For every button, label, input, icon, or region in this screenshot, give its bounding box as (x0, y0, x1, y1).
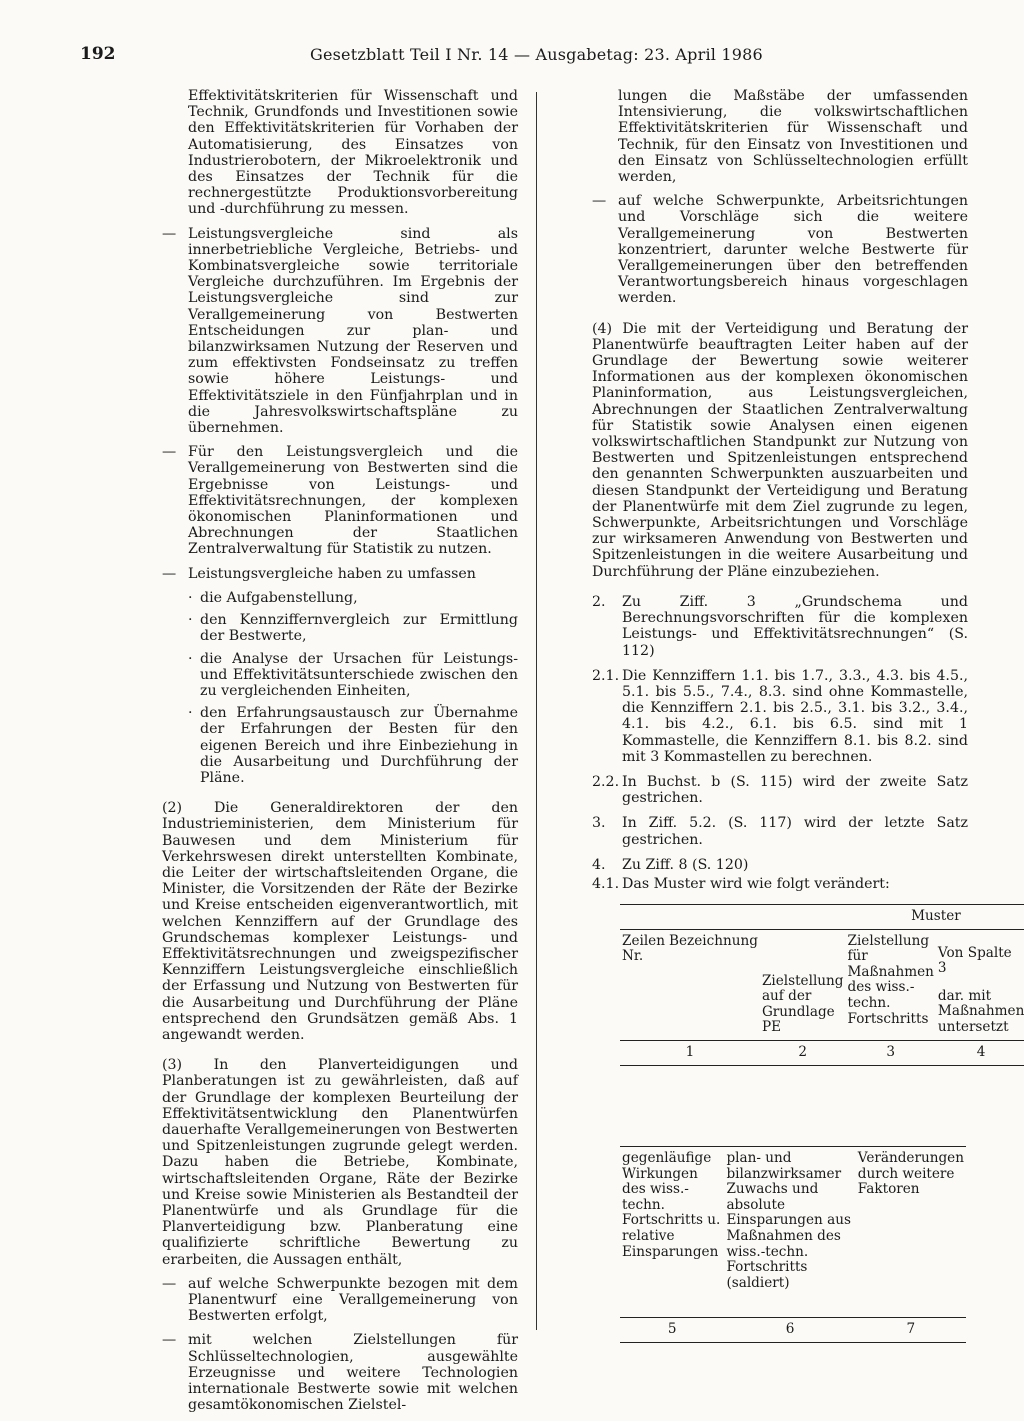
table-colnum-7: 7 (856, 1318, 966, 1343)
item-number: 2.1. (592, 667, 620, 684)
paragraph-2: (2) Die Generaldirektoren der den Industrieministerien, dem Ministerium für Bauwesen und dem Ministerium für Verkehrswesen direkt unterstellten Kombinate, die Leiter der wirtschaftsleitenden Organe, die Minister, die Vorsitzenden der Räte der Bezirke und Kreise entscheiden eigenverantwortlich, mit welchen Kennziffern auf der Grundlage des Grundschemas komplexer Leistungs- und Effektivitätsrechnungen und zweigspezifischer Kennziffern Leistungsvergleiche einschließlich der Erfassung und Nutzung von Bestwerten für die Ausarbeitung und Durchführung der Pläne entsprechend den Grundsätzen gemäß Abs. 1 angewandt werden. (162, 800, 518, 1043)
page-number: 192 (80, 44, 116, 64)
table-cell-planwirksam: plan- und bilanzwirksamer Zuwachs und absolute Einsparungen aus Maßnahmen des wiss.-techn. Fortschritts (saldiert) (724, 1147, 855, 1296)
muster-table-upper (620, 904, 1024, 1066)
table-header-massnahmen: Zielstellung für Maßnahmen des wiss.-techn. Fortschritts (846, 929, 936, 1040)
numbered-item (592, 857, 968, 873)
dash-item-leistungsvergleiche: — Leistungsvergleiche sind als innerbetriebliche Vergleiche, Betriebs- und Kombinatsvergleiche sowie territoriale Vergleiche durchzuführen. Im Ergebnis der Leistungsvergleiche sind zur Verallgemeinerung von Bestwerten Entscheidungen zur plan- und bilanzwirksamen Nutzung der Reserven und zum effektivsten Fondseinsatz zu treffen sowie höhere Leistungs- und Effektivitätsziele in den Fünfjahrplan und in die Jahresvolkswirtschaftspläne zu übernehmen. (162, 226, 518, 437)
paragraph-4: (4) Die mit der Verteidigung und Beratung der Planentwürfe beauftragten Leiter haben auf der Grundlage der Bewertung sowie weiterer Informationen aus der komplexen ökonomischen Planinformation, aus Leistungsvergleichen, Abrechnungen der Staatlichen Zentralverwaltung für Statistik sowie Analysen einen eigenen volkswirtschaftlichen Standpunkt zur Nutzung von Bestwerten und Spitzenleistungen entsprechend den genannten Schwerpunkten auszuarbeiten und diesen Standpunkt der Verteidigung und Beratung der Planentwürfe mit dem Ziel zugrunde zu legen, Schwerpunkte, Arbeitsrichtungen und Vorschläge zur wirksameren Anwendung von Bestwerten und Spitzenleistungen in die weitere Ausarbeitung und Durchführung der Pläne einzubeziehen. (592, 320, 968, 580)
table-header-zeilen: Zeilen Nr. (620, 929, 667, 1040)
column-divider (536, 92, 537, 1330)
right-column (592, 88, 968, 901)
muster-table-lower (620, 1146, 966, 1343)
numbered-item (592, 774, 968, 806)
numbered-item (592, 668, 968, 765)
continued-paragraph: lungen die Maßstäbe der umfassenden Intensivierung, die volkswirtschaftlichen Effektivitätskriterien für Wissenschaft und Technik, für den Einsatz von Investitionen und den Einsatz von Schlüsseltechnologien erfüllt werden, (618, 88, 968, 186)
dash-item-schwerpunkte: — auf welche Schwerpunkte bezogen mit dem Planentwurf eine Verallgemeinerung von Bestwerten erfolgt, (162, 1276, 518, 1325)
item-number: 4. (592, 856, 606, 873)
dot-item: · den Erfahrungsaustausch zur Übernahme der Erfahrungen der Besten für den eigenen Bereich und ihre Einbeziehung in die Ausarbeitung und Durchführung der Pläne. (162, 705, 518, 786)
table-cell-veraenderungen: Veränderungen durch weitere Faktoren (856, 1147, 966, 1296)
table-header-grundlage-pe: Zielstellung auf der Grundlage PE (760, 929, 846, 1040)
dot-item: · den Kennziffernvergleich zur Ermittlung der Bestwerte, (162, 612, 518, 644)
paragraph-3: (3) In den Planverteidigungen und Planberatungen ist zu gewährleisten, daß auf der Grundlage der komplexen Beurteilung der Effektivitätsentwicklung den Planentwürfen dauerhafte Verallgemeinerungen von Bestwerten und Spitzenleistungen zugrunde gelegt werden. Dazu haben die Betriebe, Kombinate, wirtschaftsleitenden Organe, Räte der Bezirke und Kreise sowie Ministerien als Bestandteil der Planentwürfe und als Grundlage für die Planverteidigung bzw. Planberatung eine qualifizierte schriftliche Bewertung zu erarbeiten, die Aussagen enthält, (162, 1057, 518, 1268)
item-text: In Ziff. 5.2. (S. 117) wird der letzte Satz gestrichen. (622, 815, 968, 848)
item-text: Zu Ziff. 8 (S. 120) (622, 856, 749, 873)
table-header-von-spalte (936, 929, 1024, 1040)
item-text: Zu Ziff. 3 „Grundschema und Berechnungsvorschriften für die komplexen Leistungs- und Effektivitätsrechnungen“ (S. 112) (622, 593, 968, 659)
table-colnum-3: 3 (846, 1040, 936, 1065)
numbered-item (592, 594, 968, 659)
numbered-item (592, 876, 968, 892)
dot-item: · die Aufgabenstellung, (162, 590, 518, 606)
left-column (162, 88, 518, 1421)
table-colnum-4: 4 (936, 1040, 1024, 1065)
table-cell-gegenlaeufige: gegenläufige Wirkungen des wiss.-techn. Fortschritts u. relative Einsparungen (620, 1147, 724, 1296)
table-colnum-5: 5 (620, 1318, 724, 1343)
dash-item-zielstellungen: — mit welchen Zielstellungen für Schlüsseltechnologien, ausgewählte Erzeugnisse und weitere Technologien internationale Bestwerte sowie mit welchen gesamtökonomischen Zielstel- (162, 1332, 518, 1413)
table-header-bezeichnung: Bezeichnung (667, 929, 760, 1040)
item-text: Das Muster wird wie folgt verändert: (622, 875, 890, 892)
header-von-spalte-text: Von Spalte 3 (937, 944, 1012, 977)
dot-item: · die Analyse der Ursachen für Leistungs- und Effektivitätsunterschiede zwischen den zu vergleichenden Einheiten, (162, 651, 518, 700)
item-number: 4.1. (592, 875, 620, 892)
table-muster-heading: Muster (846, 905, 1024, 930)
item-number: 2. (592, 593, 606, 610)
page-header: Gesetzblatt Teil I Nr. 14 — Ausgabetag: 23. April 1986 (310, 45, 763, 64)
dash-item-umfassen: — Leistungsvergleiche haben zu umfassen (162, 566, 518, 582)
table-colnum-6: 6 (724, 1318, 855, 1343)
item-text: Die Kennziffern 1.1. bis 1.7., 3.3., 4.3. bis 4.5., 5.1. bis 5.5., 7.4., 8.3. sind ohne Kommastelle, die Kennziffern 2.1. bis 2.5., 3.1. bis 3.2., 3.4., 4.1. bis 4.2., 6.1. bis 6.5. sind mit 1 Kommastelle, die Kennziffern 8.1. bis 8.2. sind mit 3 Kommastellen zu berechnen. (622, 667, 968, 765)
header-dar-mit-text: dar. mit Maßnahmen untersetzt (937, 987, 1024, 1035)
item-text: In Buchst. b (S. 115) wird der zweite Satz gestrichen. (622, 773, 968, 807)
dash-item-arbeitsrichtungen: — auf welche Schwerpunkte, Arbeitsrichtungen und Vorschläge sich die weitere Verallgemeinerung von Bestwerten konzentriert, darunter welche Bestwerte für Verallgemeinerungen über den betreffenden Verantwortungsbereich hinaus vorgeschlagen werden. (592, 193, 968, 306)
item-number: 3. (592, 815, 606, 832)
intro-paragraph: Effektivitätskriterien für Wissenschaft und Technik, Grundfonds und Investitionen sowie den Effektivitätskriterien für Vorhaben der Automatisierung, des Einsatzes von Industrierobotern, der Mikroelektronik und des Einsatzes der Technik für die rechnergestützte Produktionsvorbereitung und -durchführung zu messen. (188, 88, 518, 218)
numbered-item (592, 815, 968, 847)
table-colnum-1: 1 (620, 1040, 760, 1065)
table-colnum-2: 2 (760, 1040, 846, 1065)
item-number: 2.2. (592, 773, 620, 790)
dash-item-leistungsvergleich: — Für den Leistungsvergleich und die Verallgemeinerung von Bestwerten sind die Ergebnisse von Leistungs- und Effektivitätsrechnungen, der komplexen ökonomischen Planinformationen und Abrechnungen der Staatlichen Zentralverwaltung für Statistik zu nutzen. (162, 444, 518, 557)
